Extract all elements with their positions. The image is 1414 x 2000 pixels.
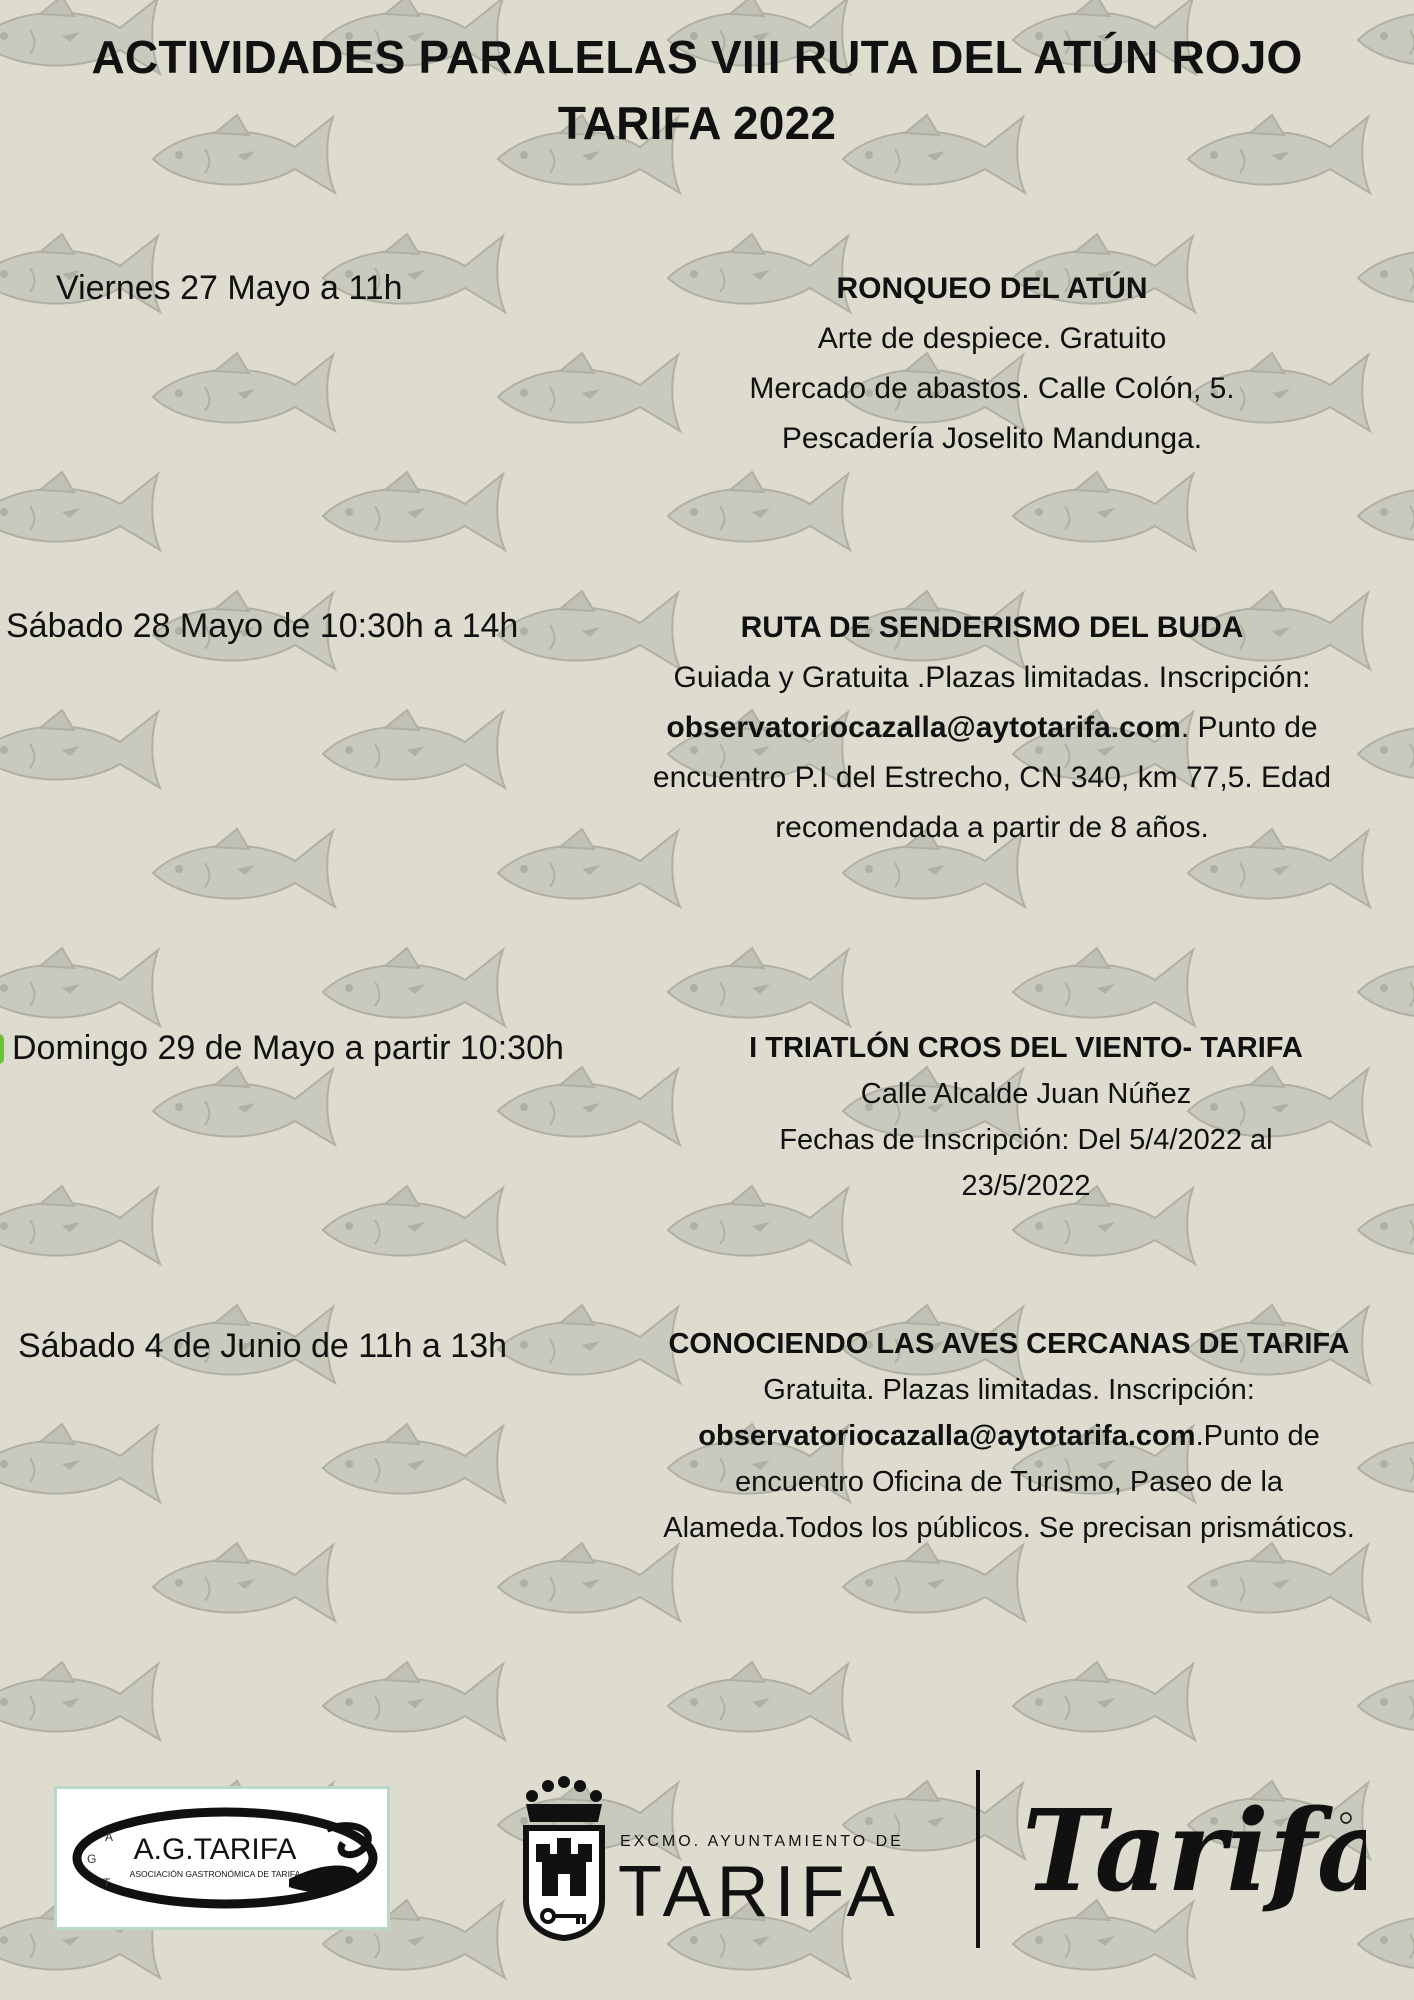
event-2-details (572, 603, 1412, 853)
event-2-line-2-rest: . Punto de (1180, 711, 1318, 744)
event-4-line-4: Alameda.Todos los públicos. Se precisan prismáticos. (663, 1512, 1355, 1544)
page-title-line-2: TARIFA 2022 (557, 97, 837, 149)
green-marker (0, 1034, 4, 1064)
tarifa-brand-logo (1016, 1770, 1366, 1950)
ayuntamiento-tarifa-logo (508, 1774, 928, 1944)
event-4-line-2 (604, 1413, 1414, 1459)
ag-logo-subtitle: ASOCIACIÓN GASTRONÓMICA DE TARIFA (129, 1869, 301, 1879)
event-4-line-2-rest: .Punto de (1195, 1420, 1320, 1452)
event-3-line-3: 23/5/2022 (961, 1170, 1091, 1202)
event-4-date: Sábado 4 de Junio de 11h a 13h (18, 1327, 508, 1365)
event-4-line-1: Gratuita. Plazas limitadas. Inscripción: (763, 1374, 1255, 1406)
event-4-email-link[interactable]: observatoriocazalla@aytotarifa.com (698, 1420, 1196, 1452)
event-2-line-3: encuentro P.I del Estrecho, CN 340, km 77,5. Edad (652, 761, 1332, 794)
event-1-title: RONQUEO DEL ATÚN (836, 272, 1148, 305)
event-4-line-3: encuentro Oficina de Turismo, Paseo de la (734, 1466, 1284, 1498)
page-title-line-1: ACTIVIDADES PARALELAS VIII RUTA DEL ATÚN ROJO (91, 31, 1303, 83)
logo-divider (976, 1770, 980, 1948)
ayuntamiento-logo-name: TARIFA (618, 1852, 901, 1932)
event-3-title: I TRIATLÓN CROS DEL VIENTO- TARIFA (749, 1032, 1303, 1064)
event-2-date: Sábado 28 Mayo de 10:30h a 14h (6, 607, 519, 645)
event-1-details (640, 264, 1344, 464)
event-1-line-3: Pescadería Joselito Mandunga. (781, 422, 1203, 455)
event-1-line-1: Arte de despiece. Gratuito (817, 322, 1167, 355)
ag-letter-g: G (87, 1852, 97, 1866)
ag-tarifa-logo (54, 1786, 390, 1930)
event-1-line-2: Mercado de abastos. Calle Colón, 5. (749, 372, 1235, 405)
castle-shield-icon (526, 1828, 602, 1938)
crown-icon (526, 1776, 602, 1822)
tarifa-brand-wordmark: Tarifa (1022, 1786, 1366, 1917)
event-4-details (604, 1321, 1414, 1551)
event-3-line-1: Calle Alcalde Juan Núñez (860, 1078, 1192, 1110)
event-2-title: RUTA DE SENDERISMO DEL BUDA (740, 611, 1244, 644)
event-2-line-2 (572, 703, 1412, 753)
event-2-email-link[interactable]: observatoriocazalla@aytotarifa.com (666, 711, 1181, 744)
event-3-details (666, 1025, 1386, 1209)
ag-letter-a: A (105, 1830, 114, 1844)
event-1-date: Viernes 27 Mayo a 11h (56, 269, 403, 307)
event-3-date: Domingo 29 de Mayo a partir 10:30h (12, 1029, 564, 1067)
event-2-line-4: recomendada a partir de 8 años. (775, 811, 1209, 844)
ayuntamiento-logo-top: EXCMO. AYUNTAMIENTO DE (620, 1833, 904, 1850)
event-3-line-2: Fechas de Inscripción: Del 5/4/2022 al (779, 1124, 1273, 1156)
event-2-line-1: Guiada y Gratuita .Plazas limitadas. Inscripción: (673, 661, 1311, 694)
ag-letter-t: T (103, 1876, 111, 1890)
event-4-title: CONOCIENDO LAS AVES CERCANAS DE TARIFA (668, 1328, 1350, 1360)
ag-logo-name: A.G.TARIFA (133, 1833, 297, 1866)
